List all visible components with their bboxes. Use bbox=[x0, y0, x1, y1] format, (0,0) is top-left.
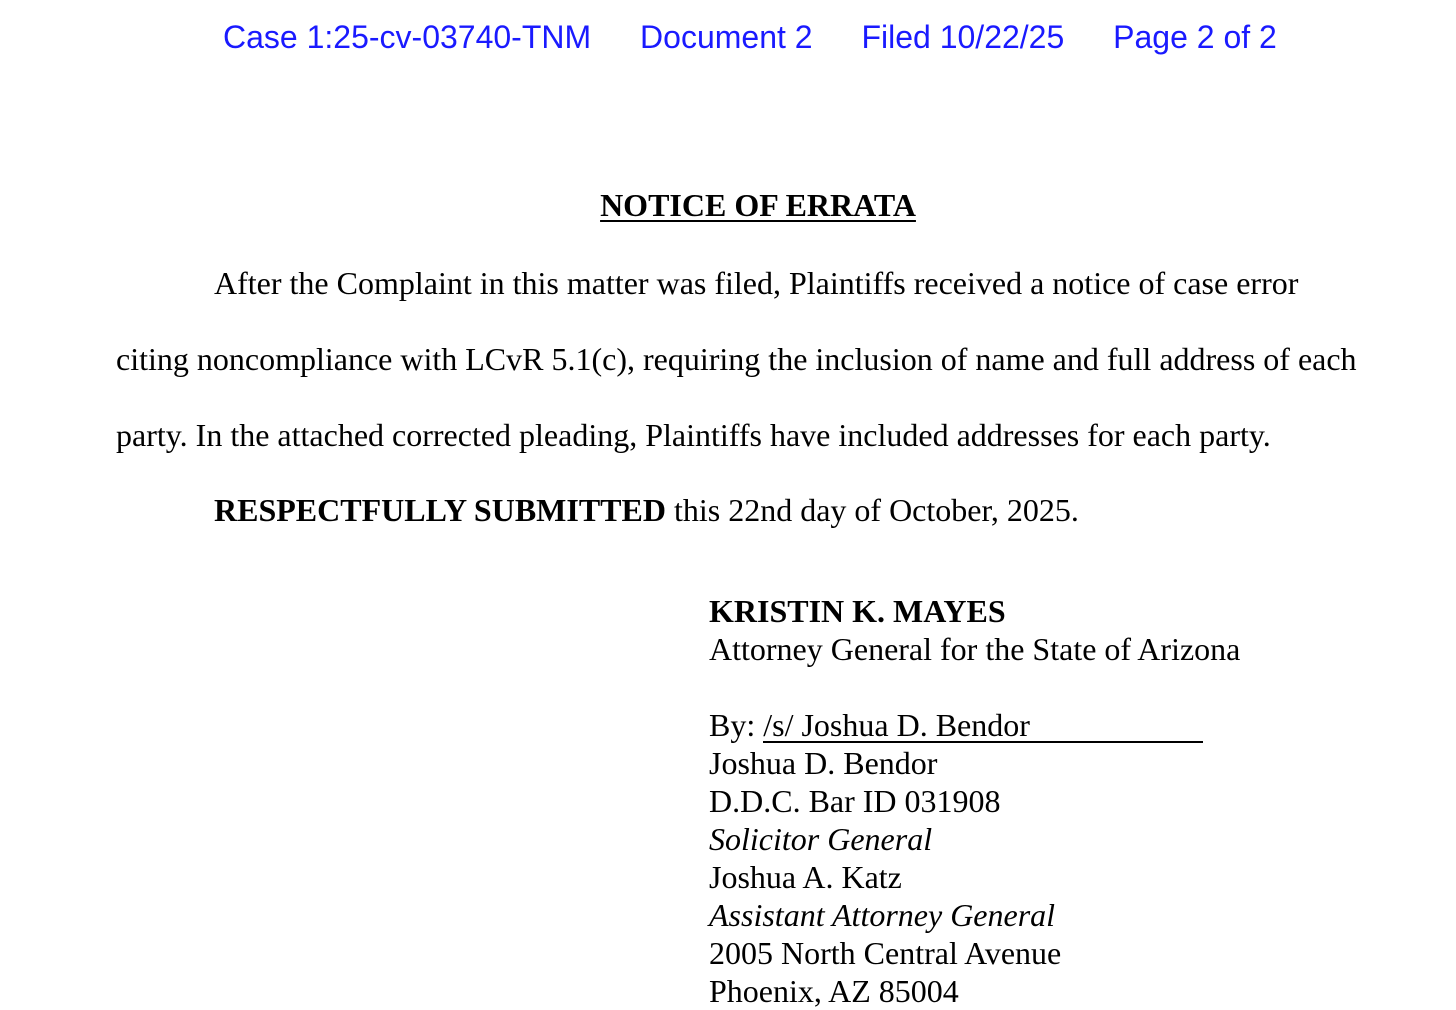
page-indicator: Page 2 of 2 bbox=[1113, 19, 1277, 55]
signer-name: Joshua D. Bendor bbox=[709, 745, 938, 781]
ecf-header bbox=[223, 18, 1277, 56]
filed-date: Filed 10/22/25 bbox=[861, 19, 1065, 55]
electronic-signature: /s/ Joshua D. Bendor bbox=[763, 709, 1203, 743]
second-attorney-title: Assistant Attorney General bbox=[709, 897, 1056, 933]
attorney-general-name: KRISTIN K. MAYES bbox=[709, 593, 1006, 629]
second-attorney-name: Joshua A. Katz bbox=[709, 859, 902, 895]
case-number: Case 1:25-cv-03740-TNM bbox=[223, 19, 592, 55]
by-label: By: bbox=[709, 707, 764, 743]
submitted-bold: RESPECTFULLY SUBMITTED bbox=[214, 492, 666, 528]
submitted-line bbox=[214, 491, 1079, 529]
document-title: NOTICE OF ERRATA bbox=[600, 187, 916, 223]
bar-id: D.D.C. Bar ID 031908 bbox=[709, 783, 1001, 819]
address-line-1: 2005 North Central Avenue bbox=[709, 935, 1062, 971]
body-line-1: After the Complaint in this matter was filed, Plaintiffs received a notice of case error bbox=[214, 265, 1299, 301]
signature-block bbox=[709, 592, 1240, 1010]
submitted-rest: this 22nd day of October, 2025. bbox=[665, 492, 1079, 528]
document-number: Document 2 bbox=[640, 19, 813, 55]
body-line-3: party. In the attached corrected pleading, Plaintiffs have included addresses for each party. bbox=[116, 417, 1271, 453]
signer-title: Solicitor General bbox=[709, 821, 933, 857]
attorney-general-title: Attorney General for the State of Arizona bbox=[709, 631, 1241, 667]
body-line-2: citing noncompliance with LCvR 5.1(c), requiring the inclusion of name and full address of each bbox=[116, 341, 1357, 377]
signature-spacer bbox=[709, 668, 1240, 706]
by-line bbox=[709, 706, 1240, 744]
address-line-2: Phoenix, AZ 85004 bbox=[709, 973, 959, 1009]
